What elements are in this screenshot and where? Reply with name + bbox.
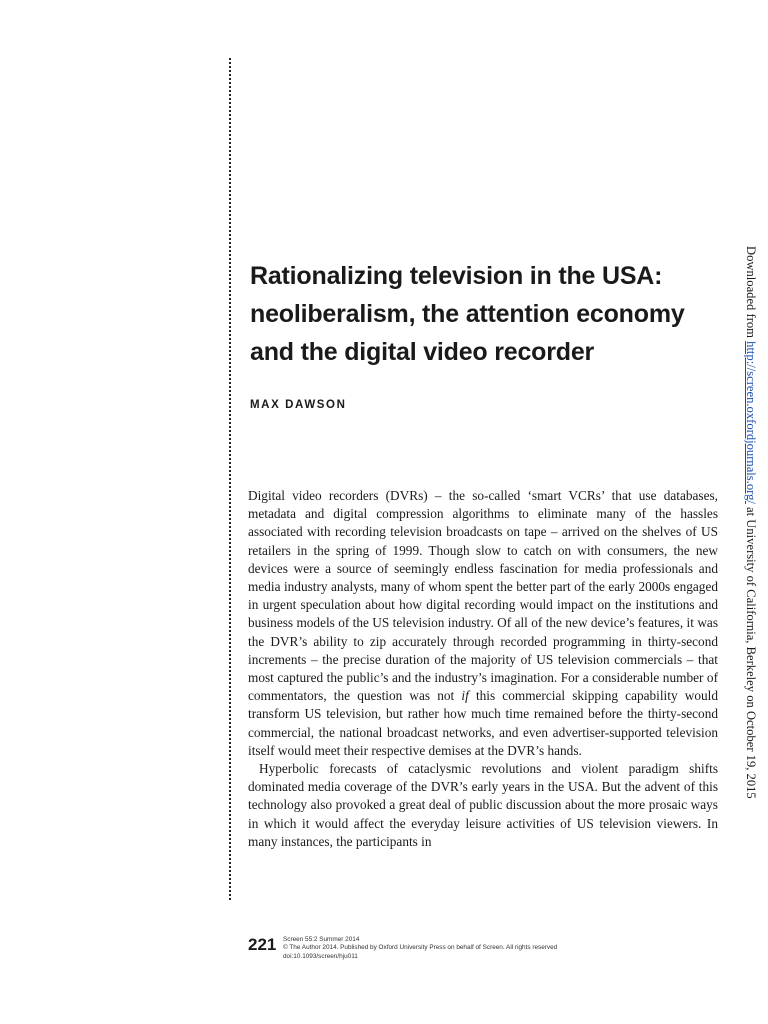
article-body xyxy=(248,487,718,851)
publication-info xyxy=(283,936,557,961)
journal-link[interactable]: http://screen.oxfordjournals.org/ xyxy=(744,341,758,504)
author-name: MAX DAWSON xyxy=(250,399,347,411)
download-watermark xyxy=(743,246,758,799)
paragraph-1 xyxy=(248,487,718,760)
copyright-notice: © The Author 2014. Published by Oxford University Press on behalf of Screen. All rights reserved xyxy=(283,944,558,952)
paragraph-2: Hyperbolic forecasts of cataclysmic revolutions and violent paradigm shifts dominated media coverage of the DVR’s early years in the USA. But the advent of this technology also provoked a great deal of public discussion about the more prosaic ways in which it would affect the everyday leisure activities of US television viewers. In many instances, the participants in xyxy=(248,761,718,849)
title-line-3: and the digital video recorder xyxy=(250,338,595,366)
download-prefix: Downloaded from xyxy=(744,246,758,342)
download-suffix: at University of California, Berkeley on October 19, 2015 xyxy=(744,503,758,799)
article-title xyxy=(250,257,720,371)
paragraph-1-continued: this commercial skipping capability would transform US television, but rather how much time remained before the thirty-second commercial, the national broadcast networks, and even advertiser-supported television itself would meet their respective demises at the DVR’s hands. xyxy=(248,688,718,758)
title-line-2: neoliberalism, the attention economy xyxy=(250,300,685,328)
emphasis-if: if xyxy=(461,688,469,704)
doi: doi:10.1093/screen/hju011 xyxy=(283,952,358,960)
paragraph-1-text: Digital video recorders (DVRs) – the so-called ‘smart VCRs’ that use databases, metadata and digital compression algorithms to eliminate many of the hassles associated with recording television broadcasts on tape – arrived on the shelves of US retailers in the spring of 1999. Though slow to catch on with consumers, the new devices were a source of seemingly endless fascination for media professionals and media industry analysts, many of whom spent the better part of the early 2000s engaged in urgent speculation about how digital recording would impact on the institutions and business models of the US television industry. Of all of the new device’s features, it was the DVR’s ability to zip accurately through recorded programming in thirty-second increments – the precise duration of the majority of US television commercials – that most captured the public’s and the industry’s imagination. For a considerable number of commentators, the question was not xyxy=(248,488,718,704)
journal-issue: Screen 55:2 Summer 2014 xyxy=(283,936,360,943)
margin-dotted-rule xyxy=(229,58,231,900)
title-line-1: Rationalizing television in the USA: xyxy=(250,262,663,290)
page-number: 221 xyxy=(248,935,277,954)
